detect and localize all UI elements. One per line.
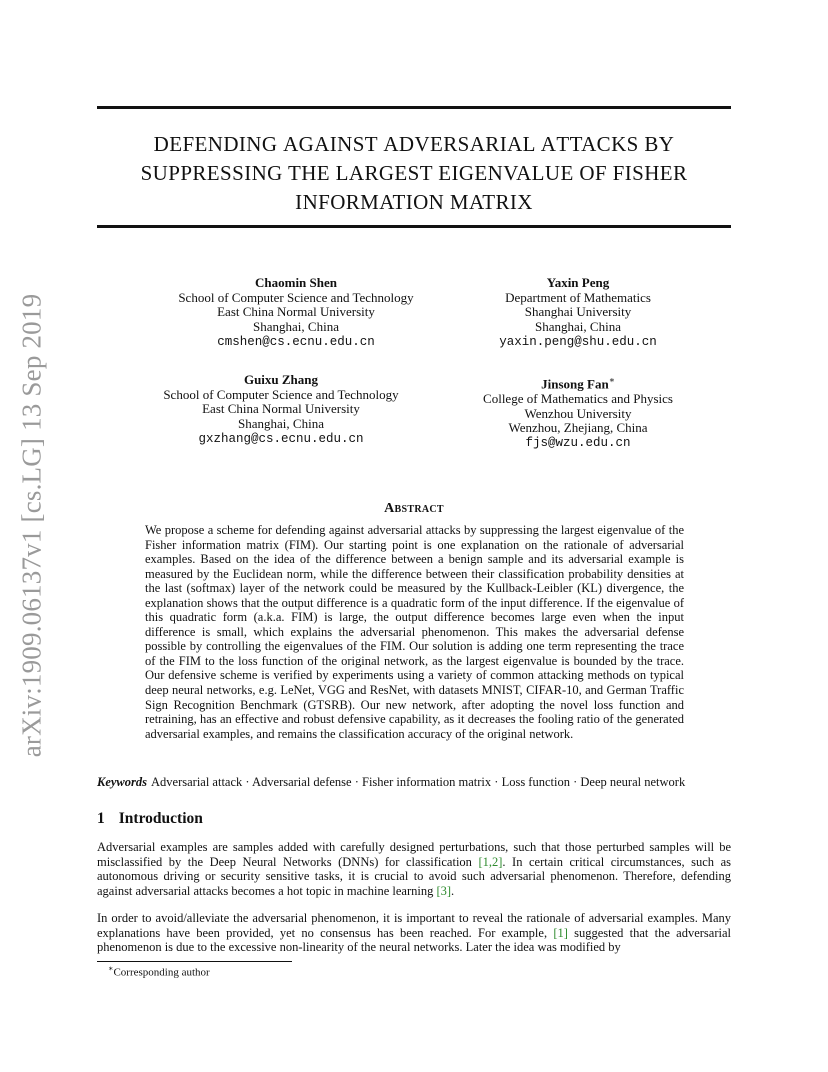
author-institution: East China Normal University <box>202 401 360 417</box>
keywords <box>97 775 737 790</box>
author-affiliation: School of Computer Science and Technology <box>178 289 414 305</box>
intro-paragraph-1: Adversarial examples are samples added with carefully designed perturbations, such that those perturbed samples will be misclassified by the Deep Neural Networks (DNNs) for classification [1,2]. In certain critical circumstances, such as autonomous driving or security sensitive tasks, it is crucial to avoid such adversarial phenomenon. Therefore, defending against adversarial attacks becomes a hot topic in machine learning [3]. <box>97 840 731 898</box>
author-institution: Shanghai University <box>524 304 632 320</box>
title-bottom-rule <box>97 225 731 228</box>
citation-link[interactable]: [3] <box>436 883 452 898</box>
title-line-1: DEFENDING AGAINST ADVERSARIAL ATTACKS BY <box>153 132 675 156</box>
author-institution: Wenzhou University <box>524 405 632 421</box>
author-block <box>440 373 716 451</box>
title-line-3: INFORMATION MATRIX <box>295 190 533 214</box>
author-location: Shanghai, China <box>253 319 339 335</box>
title-line-2: SUPPRESSING THE LARGEST EIGENVALUE OF FISHER <box>140 161 688 185</box>
author-email[interactable]: yaxin.peng@shu.edu.cn <box>499 334 657 349</box>
keywords-text: Adversarial attack · Adversarial defense · Fisher information matrix · Loss function · Deep neural network <box>151 775 686 789</box>
author-block <box>478 276 678 350</box>
arxiv-stamp-text: arXiv:1909.06137v1 [cs.LG] 13 Sep 2019 <box>16 293 47 757</box>
author-block <box>146 373 416 447</box>
author-affiliation: Department of Mathematics <box>505 289 651 305</box>
author-email[interactable]: gxzhang@cs.ecnu.edu.cn <box>198 431 364 446</box>
section-number: 1 <box>97 810 105 827</box>
abstract-text: We propose a scheme for defending against adversarial attacks by suppressing the largest eigenvalue of the Fisher information matrix (FIM). Our starting point is one explanation on the rationale of adversarial examples. Based on the idea of the difference between a benign sample and its adversarial example is measured by the Euclidean norm, while the difference between their classification probability densities at the last (softmax) layer of the network could be measured by the Kullback-Leibler (KL) divergence, the explanation shows that the output difference is a quadratic form of the input difference. If the eigenvalue of this quadratic form (a.k.a. FIM) is large, the output difference becomes large even when the input difference is small, which explains the adversarial phenomenon. This makes the adversarial defense possible by controlling the eigenvalues of the FIM. Our solution is adding one term representing the trace of the FIM to the loss function of the original network, as the largest eigenvalue is bounded by the trace. Our defensive scheme is verified by experiments using a variety of common attacking methods on typical deep neural networks, e.g. LeNet, VGG and ResNet, with datasets MNIST, CIFAR-10, and German Traffic Sign Recognition Benchmark (GTSRB). Our new network, after adopting the novel loss function and retraining, has an effective and robust defensive capability, as it decreases the fooling ratio of the generated adversarial examples, and remains the classification accuracy of the original network. <box>145 523 684 741</box>
corresponding-mark: ∗ <box>608 375 615 385</box>
author-location: Wenzhou, Zhejiang, China <box>508 420 648 436</box>
footnote <box>108 964 210 979</box>
abstract-heading: Abstract <box>384 501 444 516</box>
author-location: Shanghai, China <box>238 416 324 432</box>
citation-link[interactable]: [1] <box>553 925 568 940</box>
author-email[interactable]: fjs@wzu.edu.cn <box>525 436 631 451</box>
citation-link[interactable]: [1, <box>478 854 492 869</box>
author-name: Jinsong Fan∗ <box>541 375 615 392</box>
paper-title <box>97 130 731 217</box>
author-name: Chaomin Shen <box>255 275 337 290</box>
footnote-text: Corresponding author <box>113 966 210 979</box>
title-top-rule <box>97 106 731 109</box>
author-institution: East China Normal University <box>217 304 375 320</box>
arxiv-stamp <box>10 290 54 760</box>
footnote-mark: ∗ <box>108 964 114 973</box>
citation-link[interactable]: 2] <box>491 854 503 869</box>
section-heading <box>97 810 203 828</box>
author-location: Shanghai, China <box>535 319 621 335</box>
keywords-label: Keywords <box>97 775 147 789</box>
author-name: Guixu Zhang <box>243 372 319 387</box>
footnote-rule <box>97 961 292 962</box>
author-name: Yaxin Peng <box>546 275 610 290</box>
section-title: Introduction <box>118 810 203 827</box>
author-email[interactable]: cmshen@cs.ecnu.edu.cn <box>217 334 375 349</box>
author-block <box>146 276 446 350</box>
author-affiliation: College of Mathematics and Physics <box>483 391 673 407</box>
author-affiliation: School of Computer Science and Technology <box>163 386 399 402</box>
intro-paragraph-2: In order to avoid/alleviate the adversarial phenomenon, it is important to reveal the rationale of adversarial examples. Many explanations have been provided, yet no consensus has been reached. For example, [1] suggested that the adversarial phenomenon is due to the excessive non-linearity of the neural networks. Later the idea was modified by <box>97 911 731 955</box>
